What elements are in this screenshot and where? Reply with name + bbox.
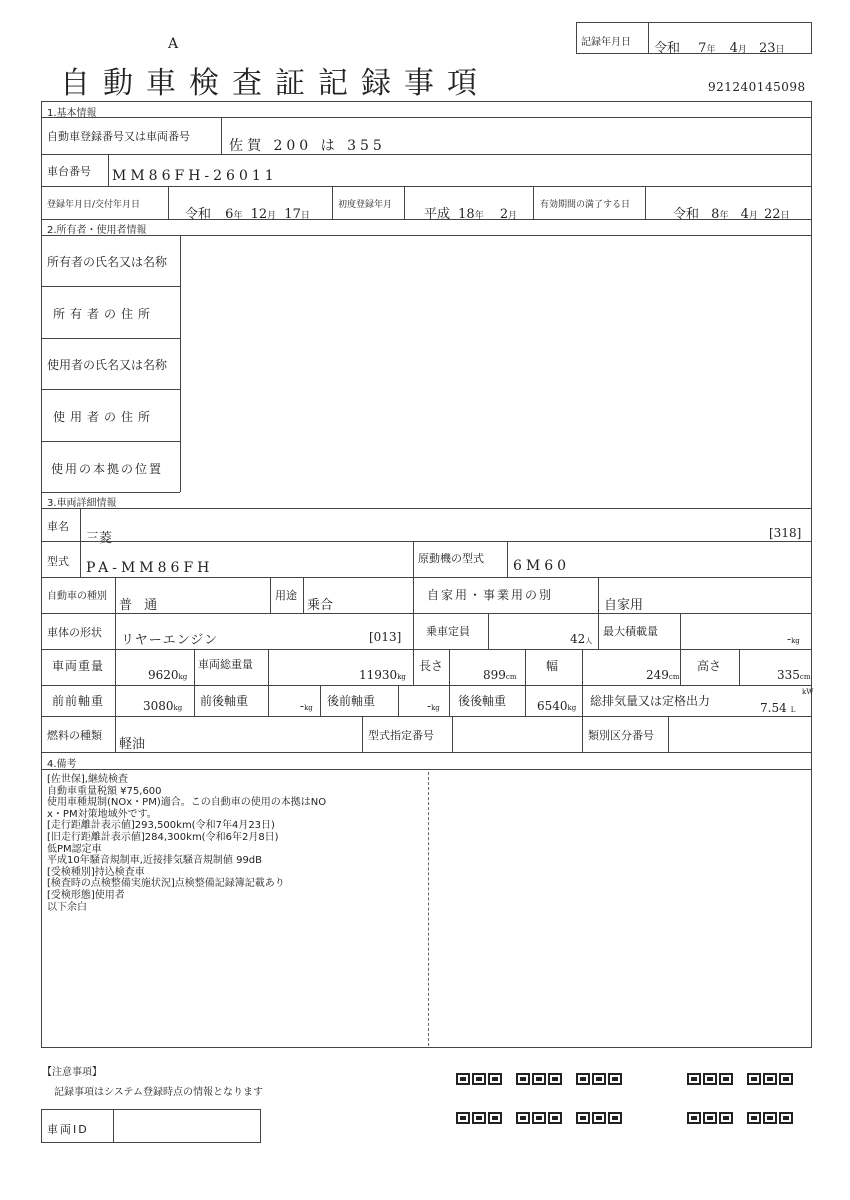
- remarks-list: [47, 774, 326, 913]
- record-date-label: 記録年月日: [581, 37, 631, 48]
- capacity-label: 乗車定員: [426, 625, 470, 638]
- issue-date-label: 登録年月日/交付年月日: [47, 200, 141, 210]
- make-code: [318]: [769, 526, 802, 540]
- remark-line: 以下余白: [47, 901, 87, 913]
- fuel-type-label: 燃料の種類: [47, 729, 102, 742]
- page-mark: A: [168, 36, 179, 52]
- use-label: 用途: [275, 589, 297, 602]
- remark-line: [受検形態]使用者: [47, 889, 125, 901]
- vehicle-weight-value: 9620kg: [148, 668, 188, 682]
- length-label: 長さ: [419, 659, 444, 673]
- make-label: 車名: [47, 520, 69, 533]
- issue-date-value: 令和 6年 12月 17日: [185, 207, 310, 222]
- remark-line: [走行距離計表示値]293,500km(令和7年4月23日): [47, 820, 275, 832]
- width-label: 幅: [546, 659, 559, 673]
- remark-line: 低PM認定車: [47, 843, 102, 855]
- 2d-code-row-bottom-right: [687, 1112, 799, 1126]
- model-label: 型式: [47, 555, 69, 568]
- first-reg-value: 平成 18年 2月: [424, 207, 518, 222]
- base-location-label: 使用の本拠の位置: [51, 462, 164, 476]
- vehicle-weight-label: 車両重量: [52, 659, 105, 673]
- model-value: PA-MM86FH: [86, 560, 214, 576]
- rear-rear-axle-value: 6540kg: [537, 699, 577, 713]
- first-reg-label: 初度登録年月: [338, 200, 393, 210]
- user-address-label: 使用者の住所: [53, 410, 156, 424]
- section1-title: 1.基本情報: [47, 108, 97, 119]
- document-number: 921240145098: [708, 80, 806, 94]
- remark-line: [検査時の点検整備実施状況]点検整備記録簿記載あり: [47, 878, 285, 890]
- remark-line: [佐世保],継続検査: [47, 774, 128, 785]
- user-name-label: 使用者の氏名又は名称: [47, 358, 168, 372]
- owner-name-label: 所有者の氏名又は名称: [47, 255, 168, 269]
- displacement-value: 7.54 L: [760, 701, 796, 715]
- category-number-label: 類別区分番号: [588, 729, 654, 742]
- body-shape-code: [013]: [369, 630, 402, 644]
- front-front-axle-value: 3080kg: [143, 699, 183, 713]
- rear-front-axle-label: 後前軸重: [327, 694, 376, 708]
- make-value: 三菱: [86, 531, 113, 546]
- section2-title: 2.所有者・使用者情報: [47, 225, 147, 236]
- capacity-value: 42人: [570, 632, 593, 646]
- vehicle-type-value: 普 通: [119, 598, 162, 613]
- owner-address-label: 所有者の住所: [53, 307, 156, 321]
- designation-number-label: 型式指定番号: [368, 729, 434, 742]
- remark-line: x・PM対策地域外です。: [47, 808, 157, 820]
- front-rear-axle-label: 前後軸重: [200, 694, 249, 708]
- displacement-unit-kw: kW: [802, 688, 814, 696]
- notes-title: 【注意事項】: [42, 1067, 102, 1078]
- height-label: 高さ: [697, 659, 722, 673]
- remark-line: 使用車種規制(NOx・PM)適合。この自動車の使用の本拠はNO: [47, 797, 327, 809]
- height-value: 335cm: [777, 668, 811, 682]
- max-load-value: -kg: [787, 632, 800, 646]
- rear-rear-axle-label: 後後軸重: [458, 694, 507, 708]
- gross-weight-value: 11930kg: [359, 668, 406, 682]
- private-use-label: 自家用・事業用の別: [427, 588, 554, 602]
- vehicle-id-label: 車両ID: [47, 1123, 89, 1136]
- front-rear-axle-value: -kg: [300, 699, 313, 713]
- engine-label: 原動機の型式: [418, 552, 484, 565]
- fuel-type-value: 軽油: [119, 737, 146, 752]
- remark-line: 自動車重量税額 ¥75,600: [47, 785, 162, 797]
- gross-weight-label: 車両総重量: [198, 658, 253, 671]
- page-title: 自動車検査証記録事項: [60, 66, 490, 101]
- rear-front-axle-value: -kg: [427, 699, 440, 713]
- body-shape-label: 車体の形状: [47, 626, 102, 639]
- front-front-axle-label: 前前軸重: [52, 694, 105, 708]
- displacement-label: 総排気量又は定格出力: [590, 694, 711, 708]
- section3-title: 3.車両詳細情報: [47, 498, 117, 509]
- expiry-value: 令和 8年 4月 22日: [673, 207, 790, 222]
- reg-number-value: 佐賀 200 は 355: [229, 138, 386, 154]
- max-load-label: 最大積載量: [603, 625, 658, 638]
- width-value: 249cm: [646, 668, 680, 682]
- engine-value: 6M60: [513, 558, 571, 574]
- reg-number-label: 自動車登録番号又は車両番号: [47, 130, 190, 143]
- use-value: 乗合: [307, 598, 334, 613]
- 2d-code-row-bottom-left: [456, 1112, 636, 1126]
- body-shape-value: リヤーエンジン: [121, 633, 219, 648]
- remark-line: 平成10年騒音規制車,近接排気騒音規制値 99dB: [47, 855, 263, 867]
- vehicle-type-label: 自動車の種別: [47, 591, 107, 602]
- chassis-label: 車台番号: [47, 165, 91, 178]
- remark-line: [受検種別]持込検査車: [47, 866, 145, 878]
- private-use-value: 自家用: [604, 598, 644, 613]
- length-value: 899cm: [483, 668, 517, 682]
- notes-text: 記録事項はシステム登録時点の情報となります: [54, 1087, 263, 1098]
- 2d-code-row-top-right: [687, 1073, 799, 1087]
- section4-title: 4.備考: [47, 759, 77, 770]
- chassis-value: MM86FH-26011: [112, 168, 278, 184]
- remark-line: [旧走行距離計表示値]284,300km(令和6年2月8日): [47, 831, 279, 843]
- expiry-label: 有効期間の満了する日: [540, 200, 631, 210]
- 2d-code-row-top-left: [456, 1073, 636, 1087]
- record-date-value: 令和 7年 4月 23日: [654, 41, 785, 56]
